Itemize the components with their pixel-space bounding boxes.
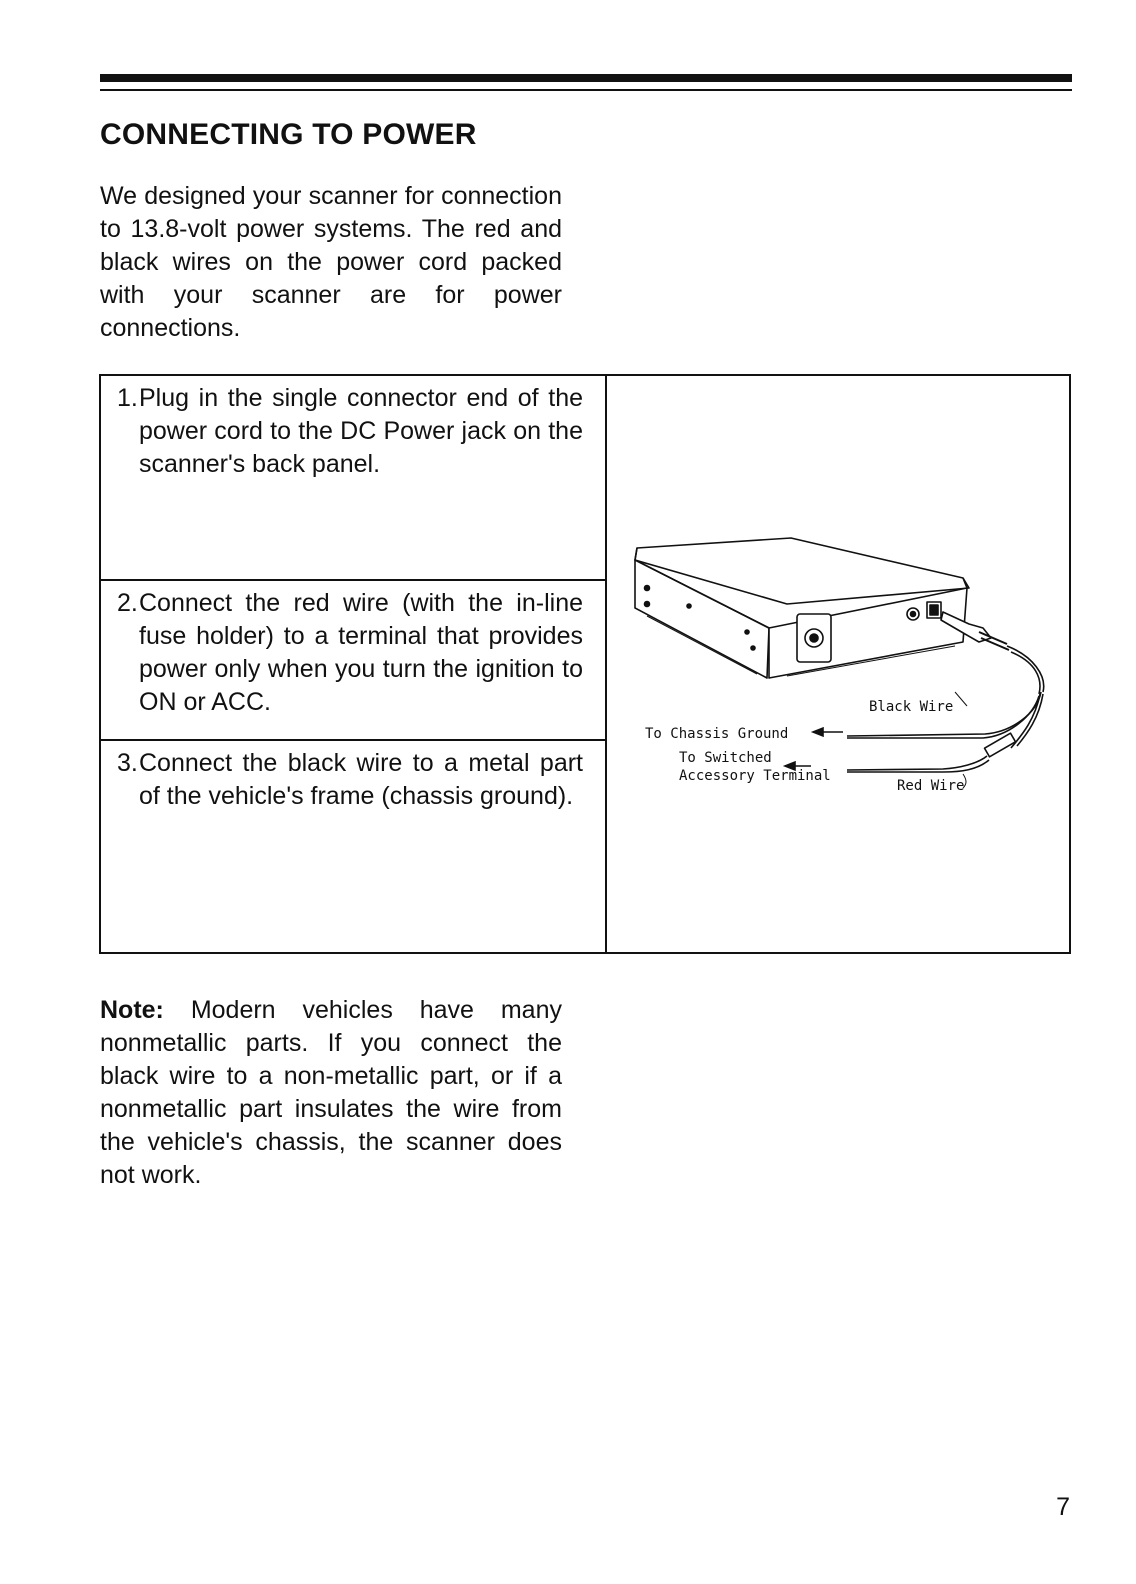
header-rule-thin (100, 89, 1072, 91)
header-rule-thick (100, 74, 1072, 82)
label-to-chassis-ground: To Chassis Ground (645, 726, 789, 742)
screw-icon (645, 586, 650, 591)
note-label: Note: (100, 996, 164, 1024)
label-red-wire: Red Wire (897, 778, 965, 794)
scanner-wiring-diagram (607, 376, 1069, 952)
note-paragraph (100, 994, 562, 1192)
step-number: 1. (117, 384, 138, 412)
step-text: Connect the black wire to a metal part of the vehicle's frame (chassis ground). (139, 749, 583, 810)
screw-icon (687, 604, 691, 608)
step-number: 3. (117, 749, 138, 777)
screw-icon (751, 646, 755, 650)
page-number: 7 (1056, 1493, 1070, 1521)
step-3 (101, 741, 605, 952)
step-number: 2. (117, 589, 138, 617)
step-text: Connect the red wire (with the in-line fuse holder) to a terminal that provides power only when you turn the ignition to ON or ACC. (139, 589, 583, 716)
power-connection-illustration (607, 376, 1069, 952)
intro-paragraph: We designed your scanner for connection to 13.8-volt power systems. The red and black wires on the power cord packed with your scanner are for power connections. (100, 182, 562, 342)
screw-icon (645, 602, 650, 607)
steps-column (101, 376, 607, 952)
step-1 (101, 376, 605, 581)
step-2 (101, 581, 605, 741)
screw-icon (745, 630, 749, 634)
label-to-switched: To Switched (679, 750, 772, 766)
instruction-table (99, 374, 1071, 954)
label-black-wire: Black Wire (869, 699, 954, 715)
label-accessory-terminal: Accessory Terminal (679, 768, 831, 784)
page-title: CONNECTING TO POWER (100, 118, 477, 151)
note-text: Modern vehicles have many nonmetallic parts. If you connect the black wire to a non-metallic part, or if a nonmetallic part insulates the wire from the vehicle's chassis, the scanner does not work. (100, 996, 562, 1189)
step-text: Plug in the single connector end of the power cord to the DC Power jack on the scanner's back panel. (139, 384, 583, 478)
